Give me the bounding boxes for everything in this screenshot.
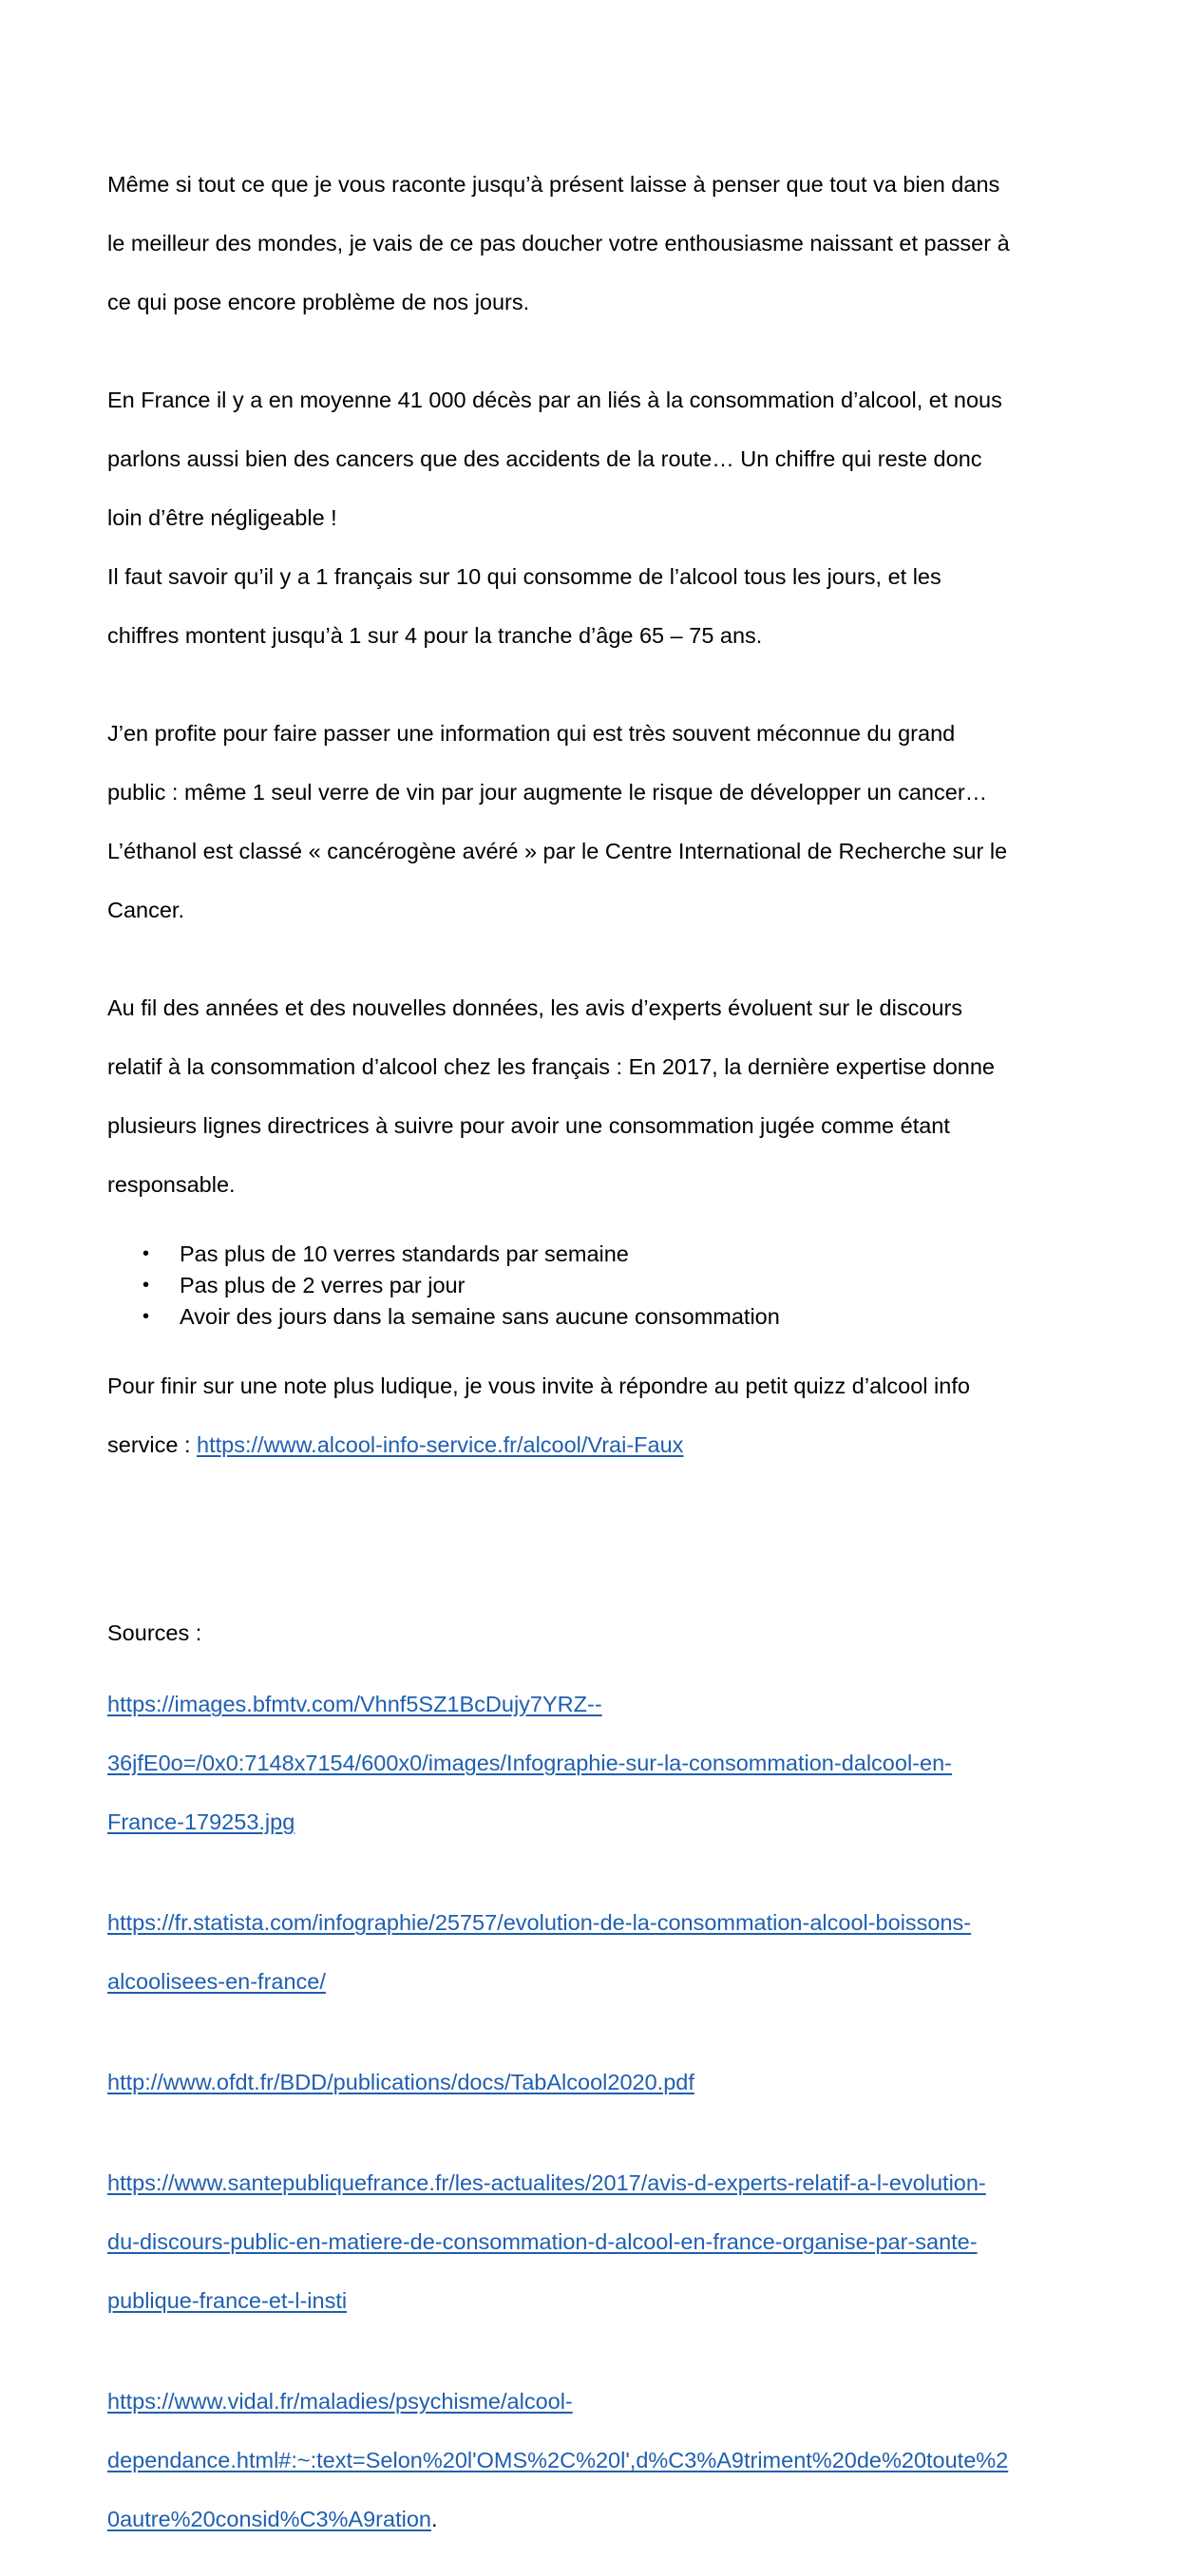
source-link-line[interactable]: dependance.html#:~:text=Selon%20l'OMS%2C%20l',d%C3%A9triment%20de%20toute%2 — [107, 2448, 1009, 2472]
text-line: Même si tout ce que je vous raconte jusqu’à présent laisse à penser que tout va bien dans — [107, 172, 1000, 197]
list-item — [107, 1239, 1076, 1270]
text-line: plusieurs lignes directrices à suivre pour avoir une consommation jugée comme étant — [107, 1113, 950, 1138]
sources-heading: Sources : — [107, 1620, 202, 1645]
bullet-icon: • — [143, 1275, 150, 1296]
source-suffix: . — [430, 2507, 438, 2531]
list-item — [107, 1270, 1076, 1301]
source-link-line[interactable]: https://www.santepubliquefrance.fr/les-actualites/2017/avis-d-experts-relatif-a-l-evolution- — [107, 2170, 986, 2195]
text-line: En France il y a en moyenne 41 000 décès par an liés à la consommation d’alcool, et nous — [107, 388, 1002, 412]
source-link-line[interactable]: 36jfE0o=/0x0:7148x7154/600x0/images/Infographie-sur-la-consommation-dalcool-en- — [107, 1751, 952, 1775]
source-link-vidal — [107, 2358, 1076, 2564]
source-link-line[interactable]: 0autre%20consid%C3%A9ration — [107, 2507, 431, 2531]
paragraph-cancer-info — [107, 690, 1076, 955]
source-link-line[interactable]: https://images.bfmtv.com/Vhnf5SZ1BcDujy7YRZ-- — [107, 1692, 602, 1716]
guidelines-list — [107, 1239, 1076, 1333]
list-item-text: Pas plus de 10 verres standards par semaine — [180, 1241, 629, 1266]
source-link-statista — [107, 1879, 1076, 2026]
source-link-line[interactable]: http://www.ofdt.fr/BDD/publications/docs/TabAlcool2020.pdf — [107, 2070, 694, 2094]
text-line: public : même 1 seul verre de vin par jour augmente le risque de développer un cancer… — [107, 780, 988, 805]
text-line: L’éthanol est classé « cancérogène avéré » par le Centre International de Recherche sur le — [107, 839, 1008, 863]
source-link-bfmtv — [107, 1660, 1076, 1866]
source-link-line[interactable]: publique-france-et-l-insti — [107, 2288, 348, 2313]
text-line: Cancer. — [107, 898, 184, 922]
list-item-text: Avoir des jours dans la semaine sans aucune consommation — [180, 1304, 780, 1329]
document-page — [107, 141, 1076, 2576]
text-line: responsable. — [107, 1172, 236, 1197]
source-link-line[interactable]: https://fr.statista.com/infographie/25757/evolution-de-la-consommation-alcool-boissons- — [107, 1910, 972, 1935]
text-line: chiffres montent jusqu’à 1 sur 4 pour la tranche d’âge 65 – 75 ans. — [107, 623, 763, 648]
bullet-icon: • — [143, 1243, 150, 1264]
text-line: Pour finir sur une note plus ludique, je vous invite à répondre au petit quizz d’alcool info — [107, 1373, 970, 1398]
text-line: J’en profite pour faire passer une information qui est très souvent méconnue du grand — [107, 721, 956, 746]
source-link-line[interactable]: alcoolisees-en-france/ — [107, 1969, 326, 1994]
source-link-last-line — [107, 2505, 1076, 2534]
list-item — [107, 1301, 1076, 1333]
spacer — [107, 1499, 1076, 1619]
text-line: ce qui pose encore problème de nos jours. — [107, 290, 530, 314]
bullet-icon: • — [143, 1306, 150, 1327]
source-link-santepubliquefrance — [107, 2139, 1076, 2345]
text-line: parlons aussi bien des cancers que des accidents de la route… Un chiffre qui reste donc — [107, 446, 982, 471]
list-item-text: Pas plus de 2 verres par jour — [180, 1273, 466, 1297]
text-line: le meilleur des mondes, je vais de ce pas doucher votre enthousiasme naissant et passer à — [107, 231, 1010, 256]
source-link-ofdt — [107, 2038, 1076, 2127]
source-link-line[interactable]: France-179253.jpg — [107, 1809, 295, 1834]
source-link-line[interactable]: https://www.vidal.fr/maladies/psychisme/alcool- — [107, 2389, 573, 2414]
paragraph-statistics — [107, 356, 1076, 680]
paragraph-expert-guidelines — [107, 964, 1076, 1229]
text-line: Il faut savoir qu’il y a 1 français sur 10 qui consomme de l’alcool tous les jours, et les — [107, 564, 941, 589]
quiz-prefix: service : — [107, 1432, 198, 1457]
source-link-line[interactable]: du-discours-public-en-matiere-de-consommation-d-alcool-en-france-organise-par-sante- — [107, 2229, 978, 2254]
text-line — [107, 1430, 1076, 1460]
text-line: Au fil des années et des nouvelles données, les avis d’experts évoluent sur le discours — [107, 995, 963, 1020]
quiz-link[interactable]: https://www.alcool-info-service.fr/alcool/Vrai-Faux — [197, 1432, 684, 1457]
paragraph-intro — [107, 141, 1076, 347]
text-line: loin d’être négligeable ! — [107, 505, 337, 530]
paragraph-quiz — [107, 1342, 1076, 1489]
text-line: relatif à la consommation d’alcool chez les français : En 2017, la dernière expertise donne — [107, 1054, 995, 1079]
